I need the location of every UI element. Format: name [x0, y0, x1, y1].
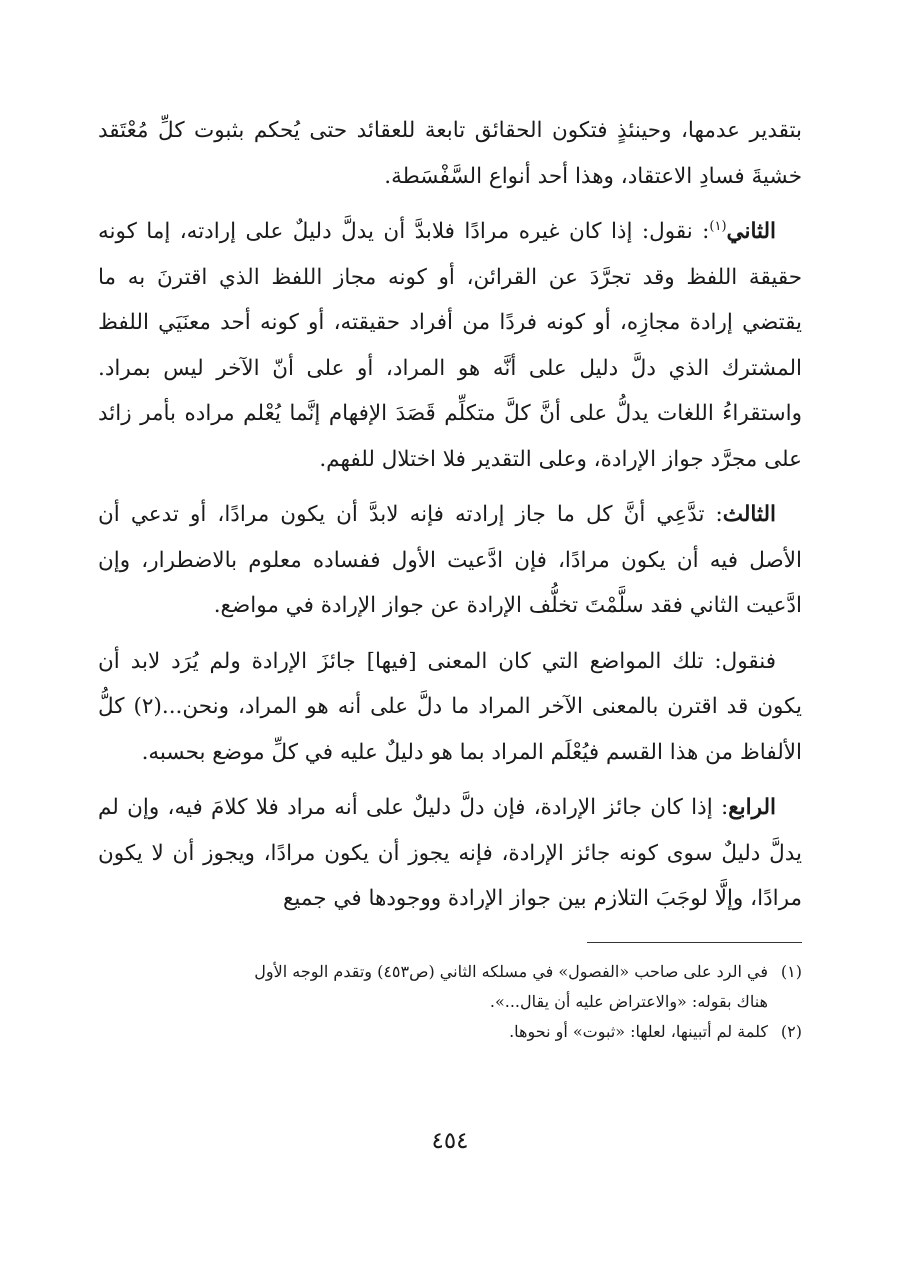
- footnote-number: (١): [780, 961, 802, 981]
- paragraph-text: : تدَّعِي أنَّ كل ما جاز إرادته فإنه لابدَّ أن يكون مرادًا، أو تدعي أن الأصل فيه أن يكون مرادًا، فإن ادَّعيت الأول ففساده معلوم بالاضطرار، وإن ادَّعيت الثاني فقد سلَّمْتَ تخلُّف الإرادة عن جواز الإرادة في مواضع.: [98, 502, 802, 618]
- paragraph-lead: الرابع: [728, 795, 776, 820]
- footnote-2: [98, 1017, 802, 1047]
- footnote-divider: [587, 942, 802, 943]
- paragraph-text: : إذا كان جائز الإرادة، فإن دلَّ دليلٌ على أنه مراد فلا كلامَ فيه، وإن لم يدلَّ دليلٌ سوى كونه جائز الإرادة، فإنه يجوز أن يكون مرادًا، ويجوز أن لا يكون مرادًا، وإلَّا لوجَبَ التلازم بين جواز الإرادة ووجودها في جميع: [98, 795, 802, 911]
- footnote-1: [98, 957, 802, 987]
- page-number: ٤٥٤: [431, 1128, 469, 1154]
- body-text: [98, 108, 802, 922]
- footnote-text: كلمة لم أتبينها، لعلها: «ثبوت» أو نحوها.: [509, 1021, 768, 1041]
- footnote-ref-1: (١): [709, 218, 727, 234]
- paragraph-text: بتقدير عدمها، وحينئذٍ فتكون الحقائق تابعة للعقائد حتى يُحكم بثبوت كلِّ مُعْتَقد خشيةَ فسادِ الاعتقاد، وهذا أحد أنواع السَّفْسَطة.: [98, 118, 802, 189]
- footnote-text: هناك بقوله: «والاعتراض عليه أن يقال...».: [489, 991, 768, 1011]
- paragraph-4: [98, 639, 802, 776]
- paragraph-lead: الثالث: [722, 502, 776, 527]
- paragraph-1: [98, 108, 802, 199]
- footnotes: [98, 957, 802, 1047]
- paragraph-text: فنقول: تلك المواضع التي كان المعنى [فيها] جائزَ الإرادة ولم يُرَد لابد أن يكون قد اقترن بالمعنى الآخر المراد ما دلَّ على أنه هو المراد، ونحن...(٢) كلُّ الألفاظ من هذا القسم فيُعْلَم المراد بما هو دليلٌ عليه في كلِّ موضع بحسبه.: [98, 648, 802, 765]
- paragraph-lead: الثاني: [726, 219, 777, 244]
- paragraph-5: [98, 785, 802, 922]
- paragraph-2: [98, 209, 802, 482]
- footnote-text: في الرد على صاحب «الفصول» في مسلكه الثاني (ص٤٥٣) وتقدم الوجه الأول: [254, 961, 768, 981]
- footnote-1-continuation: [98, 987, 802, 1017]
- paragraph-text: : نقول: إذا كان غيره مرادًا فلابدَّ أن يدلَّ دليلٌ على إرادته، إما كونه حقيقة اللفظ وقد تجرَّدَ عن القرائن، أو كونه مجاز اللفظ الذي اقترنَ به ما يقتضي إرادة مجازِه، أو كونه فردًا من أفراد حقيقته، أو كونه أحد معنَيَي اللفظ المشترك الذي دلَّ دليل على أنَّه هو المراد، أو على أنّ الآخر ليس بمراد. واستقراءُ اللغات يدلُّ على أنَّ كلَّ متكلِّم قَصَدَ الإفهام إنَّما يُعْلم مراده بأمر زائد على مجرَّد جواز الإرادة، وعلى التقدير فلا اختلال للفهم.: [98, 219, 802, 472]
- footnote-number: (٢): [780, 1021, 802, 1041]
- paragraph-3: [98, 492, 802, 629]
